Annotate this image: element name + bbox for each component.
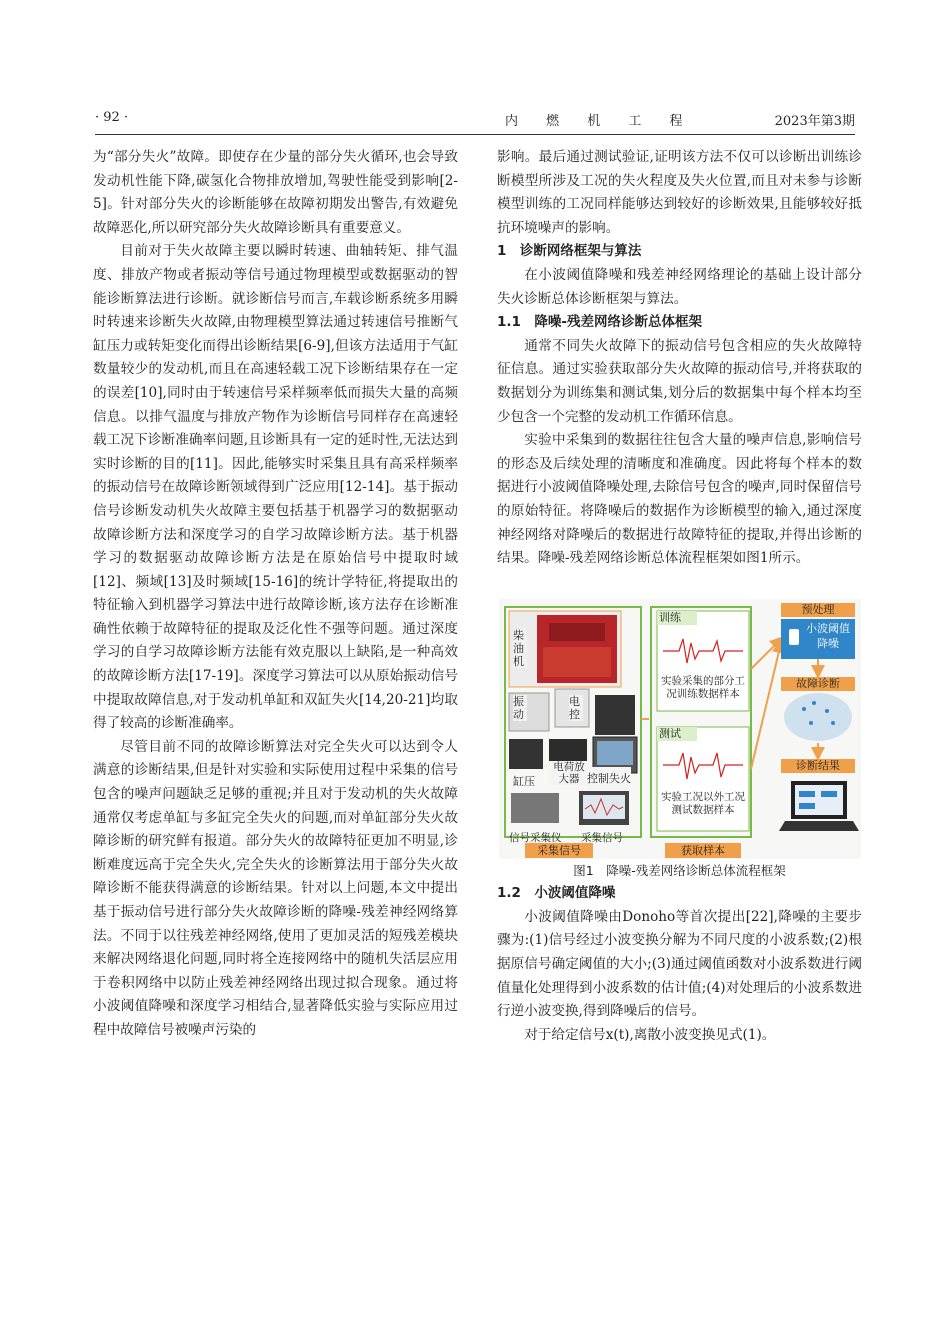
paragraph: 目前对于失火故障主要以瞬时转速、曲轴转矩、排气温度、排放产物或者振动等信号通过物理模型或数据驱动的智能诊断算法进行诊断。就诊断信号而言,车载诊断系统多用瞬时转速来诊断失火故障,由物理模型算法通过转速信号推断气缸压力或转矩变化而得出诊断结果[6-9],但该方法适用于气缸数量较少的发动机,而且在高速轻载工况下诊断结果存在一定的误差[10],同时由于转速信号采样频率低而损失大量的高频信息。以排气温度与排放产物作为诊断信号同样存在高速轻载工况下诊断准确率问题,且诊断具有一定的延时性,无法达到实时诊断的目的[11]。因此,能够实时采集且具有高采样频率的振动信号在故障诊断领域得到广泛应用[12-14]。基于振动信号诊断发动机失火故障主要包括基于机器学习的数据驱动故障诊断方法和深度学习的自学习故障诊断方法。基于机器学习的数据驱动故障诊断方法是在原始信号中提取时域[12]、频域[13]及时频域[15-16]的统计学特征,将提取出的特征输入到机器学习算法中进行故障诊断,该方法存在诊断准确性依赖于故障特征的提取及泛化性不强等问题。通过深度学习的自学习故障诊断方法能有效克服以上缺陷,是一种高效的故障诊断方法[17-19]。深度学习算法可以从原始振动信号中提取故障信息,对于发动机单缸和双缸失火[14,20-21]均取得了较高的诊断准确率。 [93, 243, 458, 732]
label-misfire-control: 控制失火 [587, 767, 631, 791]
fault-diag-label: 故障诊断 [796, 676, 840, 690]
figure-1 [499, 599, 861, 859]
label-diesel: 柴油机 [513, 629, 527, 668]
paragraph: 为“部分失火”故障。即使存在少量的部分失火循环,也会导致发动机性能下降,碳氢化合物排放增加,驾驶性能受到影响[2-5]。针对部分失火的诊断能够在故障初期发出警告,有效避免故障恶化,所以研究部分失火故障诊断具有重要意义。 [93, 149, 458, 236]
train-description: 实验采集的部分工况训练数据样本 [661, 674, 745, 700]
test-label: 测试 [659, 726, 681, 740]
figure-caption: 图1 降噪-残差网络诊断总体流程框架 [573, 862, 786, 878]
collect-signal-label: 采集信号 [537, 843, 581, 857]
brain-node [802, 707, 806, 711]
paragraph: 通常不同失火故障下的振动信号包含相应的失火故障特征信息。通过实验获取部分失火故障的振动信号,并将获取的数据划分为训练集和测试集,划分后的数据集中每个样本均至少包含一个完整的发动机工作循环信息。 [497, 337, 862, 425]
subsection-heading: 1.2 小波阈值降噪 [497, 885, 616, 902]
result-screen-block [821, 791, 837, 797]
paragraph: 在小波阈值降噪和残差神经网络理论的基础上设计部分失火诊断总体诊断框架与算法。 [497, 266, 862, 307]
brain-network-icon [784, 693, 852, 741]
paragraph: 对于给定信号x(t),离散小波变换见式(1)。 [524, 1026, 776, 1043]
engine-crankcase [543, 647, 611, 677]
paragraph: 实验中采集到的数据往往包含大量的噪声信息,影响信号的形态及后续处理的清晰度和准确度。因此将每个样本的数据进行小波阈值降噪处理,去除信号包含的噪声,同时保留信号的原始特征。将降噪后的数据作为诊断模型的输入,通过深度神经网络对降噪后的数据进行故障特征的提取,并得出诊断的结果。降噪-残差网络诊断总体流程框架如图1所示。 [497, 432, 862, 567]
daq-photo [511, 793, 559, 823]
label-cylinder-pressure: 缸压 [513, 774, 535, 788]
label-acq-signal: 采集信号 [581, 831, 623, 844]
train-label: 训练 [659, 610, 681, 624]
preprocess-label: 预处理 [801, 602, 835, 616]
brain-node [825, 709, 829, 713]
get-sample-label: 获取样本 [681, 843, 725, 857]
label-charge-amp: 电荷放大器 [549, 761, 589, 785]
result-laptop-base [779, 821, 859, 831]
result-label: 诊断结果 [796, 758, 840, 772]
wavelet-label: 小波阈值降噪 [806, 621, 850, 650]
engine-head [549, 623, 605, 641]
result-screen-block [799, 803, 815, 809]
left-column [93, 146, 458, 1043]
laptop-control-screen [597, 741, 633, 765]
right-column [497, 146, 862, 1047]
subsection-heading: 1.1 降噪-残差网络诊断总体框架 [497, 314, 703, 331]
brain-node [831, 721, 835, 725]
brain-node [812, 701, 816, 705]
journal-title: 内 燃 机 工 程 [505, 114, 695, 129]
phone-icon [789, 629, 799, 645]
label-ecu: 电控 [569, 695, 583, 721]
label-daq: 信号采集仪 [509, 831, 562, 844]
section-heading: 1 诊断网络框架与算法 [497, 243, 642, 260]
paragraph: 小波阈值降噪由Donoho等首次提出[22],降噪的主要步骤为:(1)信号经过小波变换分解为不同尺度的小波系数;(2)根据原信号确定阈值的大小;(3)通过阈值函数对小波系数进行阈值量化处理得到小波系数的估计值;(4)对处理后的小波系数进行逆小波变换,得到降噪后的信号。 [497, 908, 862, 1020]
issue-label: 2023年第3期 [774, 114, 855, 129]
header-rule [95, 134, 855, 135]
paragraph: 尽管目前不同的故障诊断算法对完全失火可以达到令人满意的诊断结果,但是针对实验和实际使用过程中采集的信号包含的噪声问题缺乏足够的重视;并且对于发动机的失火故障通常仅考虑单缸与多缸完全失火的问题,而对单缸部分失火故障诊断的研究鲜有报道。部分失火的故障特征更加不明显,诊断难度远高于完全失火,完全失火的诊断算法用于部分失火故障诊断不能获得满意的诊断结果。针对以上问题,本文中提出基于振动信号进行部分失火故障诊断的降噪-残差神经网络算法。不同于以往残差神经网络,使用了更加灵活的短残差模块来解决网络退化问题,同时将全连接网络中的随机失活层应用于卷积网络中以防止残差神经网络出现过拟合现象。通过将小波阈值降噪和深度学习相结合,显著降低实验与实际应用过程中故障信号被噪声污染的 [93, 738, 458, 1038]
label-vibration: 振动 [513, 695, 527, 721]
result-screen-block [799, 791, 815, 797]
test-description: 实验工况以外工况测试数据样本 [661, 790, 745, 816]
result-laptop-screen [795, 785, 843, 815]
brain-node [809, 721, 813, 725]
paragraph: 影响。最后通过测试验证,证明该方法不仅可以诊断出训练诊断模型所涉及工况的失火程度及失火位置,而且对未参与诊断模型训练的工况同样能够达到较好的诊断效果,且能够较好抵抗环境噪声的影响。 [497, 149, 862, 236]
pressure-sensor-photo [509, 739, 543, 769]
page-number: · 92 · [95, 110, 129, 125]
page-header [95, 110, 855, 130]
ecu-unit-photo [595, 695, 635, 735]
